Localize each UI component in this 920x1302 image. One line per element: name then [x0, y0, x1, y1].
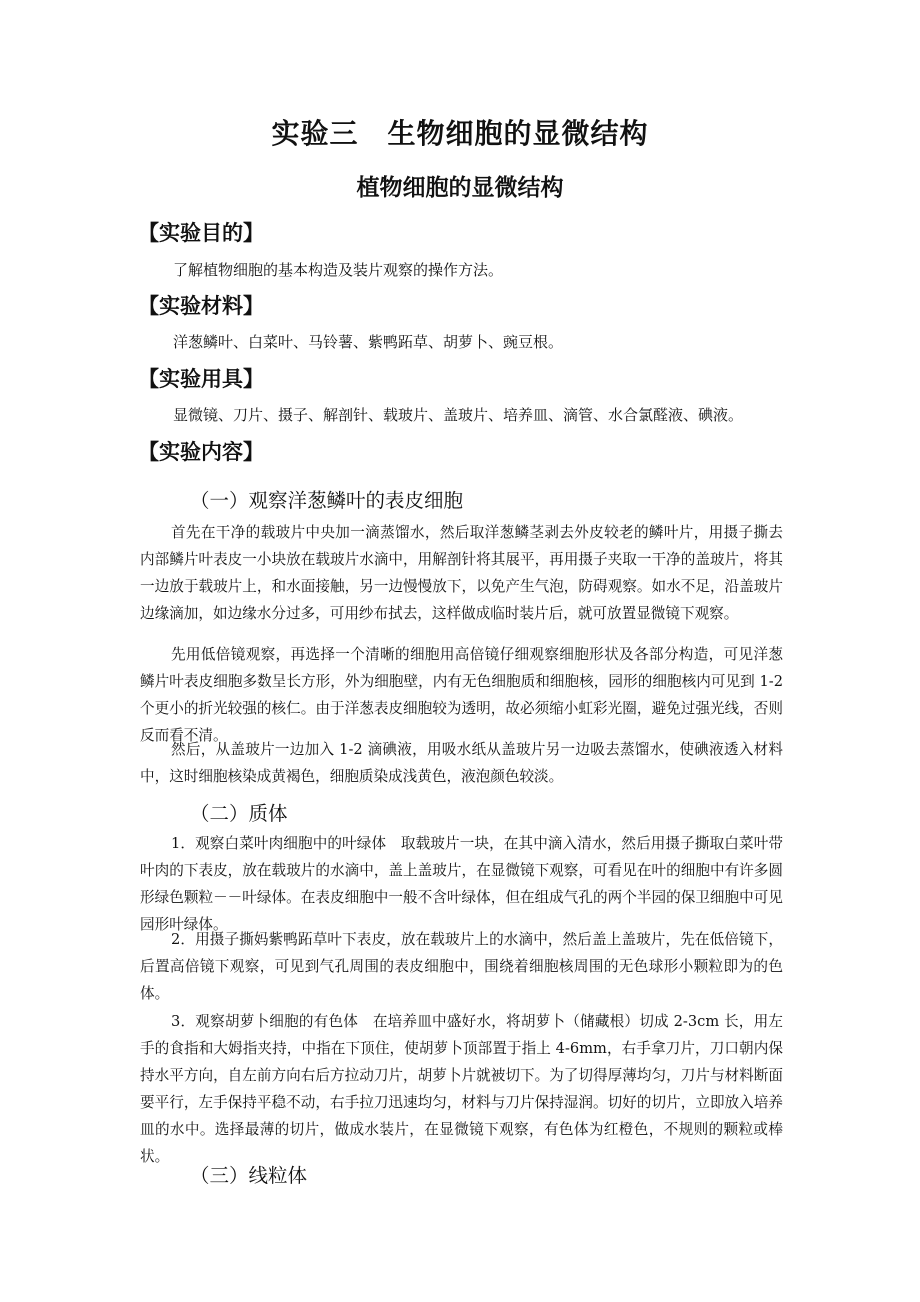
tools-heading: 【实验用具】	[138, 366, 264, 391]
purpose-text: 了解植物细胞的基本构造及装片观察的操作方法。	[173, 261, 504, 279]
content-heading: 【实验内容】	[138, 439, 264, 464]
part1-paragraph-3: 然后，从盖玻片一边加入 1-2 滴碘液，用吸水纸从盖玻片另一边吸去蒸馏水，使碘液透入材料中，这时细胞核染成黄褐色，细胞质染成浅黄色，液泡颜色较淡。	[140, 741, 783, 786]
document-title: 实验三 生物细胞的显微结构	[271, 117, 649, 150]
materials-heading: 【实验材料】	[138, 293, 264, 318]
part2-paragraph-2: 2．用摄子撕妈紫鸭跖草叶下表皮，放在载玻片上的水滴中，然后盖上盖玻片，先在低倍镜下，后置高倍镜下观察，可见到气孔周围的表皮细胞中，围绕着细胞核周围的无色球形小颗粒即为的色体。	[140, 931, 783, 1003]
part1-heading: （一）观察洋葱鳞叶的表皮细胞	[190, 489, 464, 512]
materials-text: 洋葱鳞叶、白菜叶、马铃薯、紫鸭跖草、胡萝卜、豌豆根。	[173, 333, 564, 351]
tools-text: 显微镜、刀片、摄子、解剖针、载玻片、盖玻片、培养皿、滴管、水合氯醛液、碘液。	[173, 406, 744, 424]
part2-paragraph-3: 3．观察胡萝卜细胞的有色体 在培养皿中盛好水，将胡萝卜（储藏根）切成 2-3cm 长，用左手的食指和大姆指夹持，中指在下顶住，使胡萝卜顶部置于指上 4-6mm，右手拿刀片，刀口朝内保持水平方向，自左前方向右后方拉动刀片，胡萝卜片就被切下。为了切得厚薄均匀，刀片与材料断面要平行，左手保持平稳不动，右手拉刀迅速均匀，材料与刀片保持湿润。切好的切片，立即放入培养皿的水中。选择最薄的切片，做成水装片，在显微镜下观察，有色体为红橙色，不规则的颗粒或棒状。	[140, 1013, 783, 1166]
part1-paragraph-1: 首先在干净的载玻片中央加一滴蒸馏水，然后取洋葱鳞茎剥去外皮较老的鳞叶片，用摄子撕去内部鳞片叶表皮一小块放在载玻片水滴中，用解剖针将其展平，再用摄子夹取一干净的盖玻片，将其一边放于载玻片上，和水面接触，另一边慢慢放下，以免产生气泡，防碍观察。如水不足，沿盖玻片边缘滴加，如边缘水分过多，可用纱布拭去，这样做成临时装片后，就可放置显微镜下观察。	[140, 524, 783, 623]
purpose-heading: 【实验目的】	[138, 220, 264, 245]
part2-heading: （二）质体	[190, 802, 288, 825]
part1-paragraph-2: 先用低倍镜观察，再选择一个清晰的细胞用高倍镜仔细观察细胞形状及各部分构造，可见洋葱鳞片叶表皮细胞多数呈长方形，外为细胞壁，内有无色细胞质和细胞核，园形的细胞核内可见到 1-2 个更小的折光较强的核仁。由于洋葱表皮细胞较为透明，故必须缩小虹彩光圈，避免过强光线，否则反而看不清。	[140, 646, 783, 745]
part3-heading: （三）线粒体	[190, 1164, 308, 1187]
part2-paragraph-1: 1．观察白菜叶肉细胞中的叶绿体 取载玻片一块，在其中滴入清水，然后用摄子撕取白菜叶带叶肉的下表皮，放在载玻片的水滴中，盖上盖玻片，在显微镜下观察，可看见在叶的细胞中有许多圆形绿色颗粒－－叶绿体。在表皮细胞中一般不含叶绿体，但在组成气孔的两个半园的保卫细胞中可见园形叶绿体。	[140, 835, 783, 934]
document-subtitle: 植物细胞的显微结构	[356, 174, 564, 201]
